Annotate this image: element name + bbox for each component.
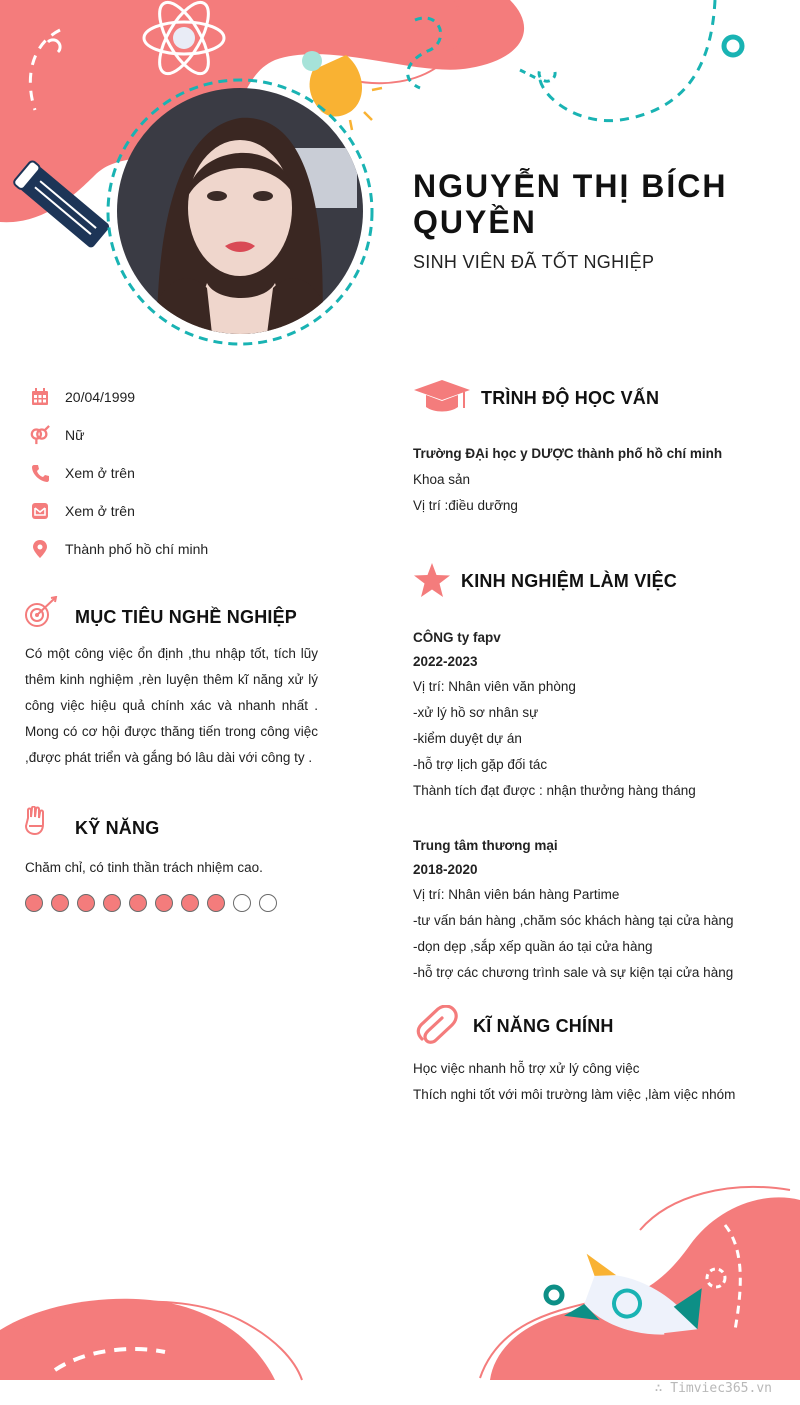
skill-dot-empty <box>259 894 277 912</box>
target-icon <box>24 596 58 633</box>
graduation-cap-icon <box>414 380 470 419</box>
job-company: CÔNG ty fapv <box>413 630 501 645</box>
star-icon <box>414 563 450 602</box>
skill-dot-filled <box>103 894 121 912</box>
job-line: -kiểm duyệt dự án <box>413 731 522 746</box>
skill-rating <box>25 894 285 912</box>
job-line: -hỗ trợ lịch gặp đối tác <box>413 757 548 772</box>
phone-text: Xem ở trên <box>65 465 135 481</box>
key-skills-title: KĨ NĂNG CHÍNH <box>473 1016 614 1036</box>
skill-dot-filled <box>51 894 69 912</box>
skill-dot-filled <box>129 894 147 912</box>
candidate-name: NGUYỄN THỊ BÍCH QUYỀN <box>413 168 728 240</box>
education-line: Vị trí :điều dưỡng <box>413 498 518 513</box>
gender-text: Nữ <box>65 427 85 443</box>
birthdate-text: 20/04/1999 <box>65 389 136 405</box>
education-line: Khoa sản <box>413 472 471 487</box>
watermark: ∴ Timviec365.vn <box>654 1381 772 1396</box>
job-company: Trung tâm thương mại <box>413 838 558 853</box>
address-text: Thành phố hồ chí minh <box>65 541 209 557</box>
key-skill-line: Thích nghi tốt với môi trường làm việc ,làm việc nhóm <box>413 1087 736 1102</box>
skills-title: KỸ NĂNG <box>75 818 160 838</box>
skills-text: Chăm chỉ, có tinh thần trách nhiệm cao. <box>25 860 263 875</box>
job-line: Vị trí: Nhân viên văn phòng <box>413 679 576 694</box>
contact-gender <box>30 423 84 447</box>
experience-title: KINH NGHIỆM LÀM VIỆC <box>461 571 678 591</box>
job-line: -tư vấn bán hàng ,chăm sóc khách hàng tại cửa hàng <box>413 913 734 928</box>
job-period: 2022-2023 <box>413 654 478 669</box>
skill-dot-filled <box>181 894 199 912</box>
job-line: -xử lý hồ sơ nhân sự <box>413 705 539 720</box>
job-line: Vị trí: Nhân viên bán hàng Partime <box>413 887 620 902</box>
skill-dot-empty <box>233 894 251 912</box>
skill-dot-filled <box>25 894 43 912</box>
avatar <box>117 88 363 334</box>
email-icon <box>30 501 50 521</box>
calendar-icon <box>30 387 50 407</box>
paperclip-icon <box>416 1005 458 1050</box>
job-line: -dọn dẹp ,sắp xếp quần áo tại cửa hàng <box>413 939 653 954</box>
skill-dot-filled <box>155 894 173 912</box>
contact-email <box>30 499 135 523</box>
contact-address <box>30 537 208 561</box>
objective-text: Có một công việc ổn định ,thu nhập tốt, tích lũy thêm kinh nghiệm ,rèn luyện thêm kĩ năng xử lý công việc hiệu quả chính xác và nhanh nhất . Mong có cơ hội được thăng tiến trong công việc ,được phát triển và gắng bó lâu dài với công ty . <box>25 646 318 765</box>
education-title: TRÌNH ĐỘ HỌC VẤN <box>481 388 660 408</box>
key-skill-line: Học việc nhanh hỗ trợ xử lý công việc <box>413 1061 640 1076</box>
job-line: Thành tích đạt được : nhận thưởng hàng tháng <box>413 783 696 798</box>
phone-icon <box>30 463 50 483</box>
email-text: Xem ở trên <box>65 503 135 519</box>
objective-title: MỤC TIÊU NGHỀ NGHIỆP <box>75 607 298 627</box>
location-icon <box>30 539 50 559</box>
skill-dot-filled <box>77 894 95 912</box>
skill-dot-filled <box>207 894 225 912</box>
job-period: 2018-2020 <box>413 862 478 877</box>
education-school: Trường ĐẠi học y DƯỢC thành phố hồ chí minh <box>413 446 723 461</box>
job-line: -hỗ trợ các chương trình sale và sự kiện tại cửa hàng <box>413 965 734 980</box>
contact-birthdate <box>30 385 135 409</box>
contact-phone <box>30 461 135 485</box>
hand-icon <box>24 806 48 843</box>
gender-icon <box>30 425 50 445</box>
job-title: SINH VIÊN ĐÃ TỐT NGHIỆP <box>413 252 655 272</box>
